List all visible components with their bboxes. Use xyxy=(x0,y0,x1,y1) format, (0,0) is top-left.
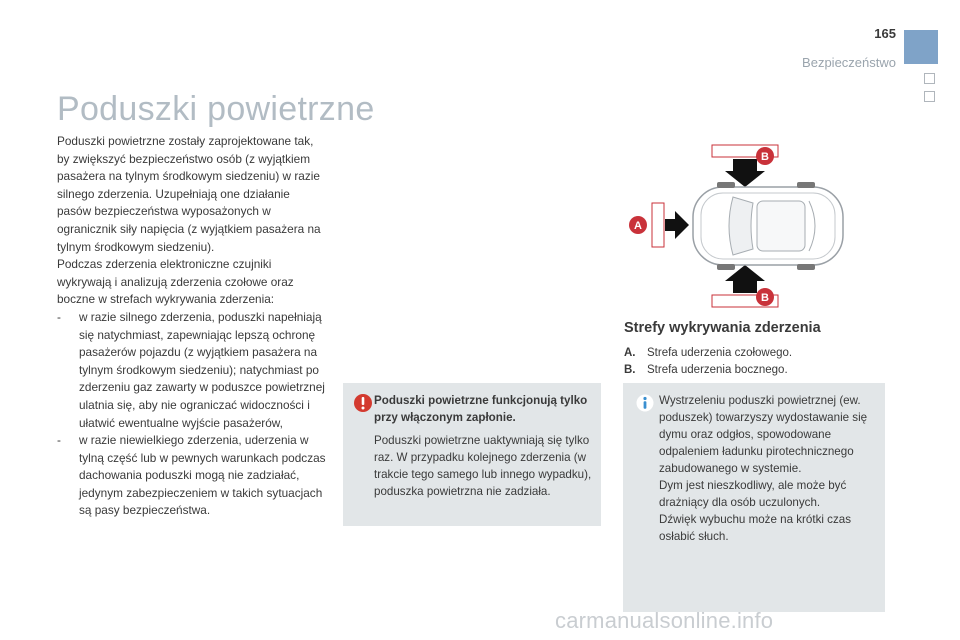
warning-box xyxy=(343,383,601,526)
collision-zones-diagram xyxy=(621,137,885,315)
list-item: - w razie niewielkiego zderzenia, uderzenia w tylną część lub w pewnych warunkach podczas dachowania poduszki mogą nie zadziałać, jedynym zabezpieczeniem w takich sytuacjach są pasy bezpieczeństwa. xyxy=(57,432,327,520)
zones-heading: Strefy wykrywania zderzenia xyxy=(624,320,821,336)
list-item-text: w razie silnego zderzenia, poduszki napełniają się natychmiast, zapewniając lepszą ochronę pasażerów pojazdu (z wyjątkiem pasażera na tylnym środkowym siedzeniu); natychmiast po zderzeniu gaz zawarty w poduszce powietrznej ulatnia się, aby nie ograniczać widoczności i ułatwić ewentualne wyjście pasażerów, xyxy=(79,309,325,430)
page-title: Poduszki powietrzne xyxy=(57,90,375,128)
warning-text: Poduszki powietrzne uaktywniają się tylko raz. W przypadku kolejnego zderzenia (w trakcie tego samego lub innego wypadku), poduszka powietrzna nie zadziała. xyxy=(374,434,592,498)
label-b-bottom: B xyxy=(761,292,769,304)
list-item-text: w razie niewielkiego zderzenia, uderzenia w tylną część lub w pewnych warunkach podczas dachowania poduszki mogą nie zadziałać, jedynym zabezpieczeniem w takich sytuacjach są pasy bezpieczeństwa. xyxy=(79,433,326,518)
zone-description: Strefa uderzenia czołowego. xyxy=(647,347,793,359)
info-icon xyxy=(636,394,654,412)
list-item: B. Strefa uderzenia bocznego. xyxy=(624,362,792,379)
warning-icon xyxy=(353,393,373,413)
section-title: Bezpieczeństwo xyxy=(802,55,896,70)
info-text: Wystrzeleniu poduszki powietrznej (ew. poduszek) towarzyszy wydostawanie się dymu oraz odgłos, spowodowane odpaleniem ładunku pirotechnicznego zabudowanego w systemie. Dym jest nieszkodliwy, ale może być drażniący dla osób uczulonych. Dźwięk wybuchu może na krótki czas osłabić słuch. xyxy=(659,394,868,543)
intro-paragraph: Poduszki powietrzne zostały zaprojektowane tak, by zwiększyć bezpieczeństwo osób (z wyjątkiem pasażera na tylnym środkowym siedzeniu) w razie silnego zderzenia. Uzupełniają one działanie pasów bezpieczeństwa wyposażonych w ogranicznik siły napięcia (z wyjątkiem pasażera na tylnym środkowym siedzeniu). xyxy=(57,134,321,254)
zone-list xyxy=(624,345,792,378)
list-item: - w razie silnego zderzenia, poduszki napełniają się natychmiast, zapewniając lepszą ochronę pasażerów pojazdu (z wyjątkiem pasażera na tylnym środkowym siedzeniu); natychmiast po zderzeniu gaz zawarty w poduszce powietrznej ulatnia się, aby nie ograniczać widoczności i ułatwić ewentualne wyjście pasażerów, xyxy=(57,309,327,432)
warning-title: Poduszki powietrzne funkcjonują tylko przy włączonym zapłonie. xyxy=(374,394,588,424)
chapter-tab-empty xyxy=(924,91,935,102)
label-b-top: B xyxy=(761,151,769,163)
watermark: carmanualsonline.info xyxy=(555,608,774,633)
intro-text xyxy=(57,133,327,520)
page-number: 165 xyxy=(874,26,896,41)
info-box xyxy=(623,383,885,612)
intro-paragraph: Podczas zderzenia elektroniczne czujniki wykrywają i analizują zderzenia czołowe oraz boczne w strefach wykrywania zderzenia: xyxy=(57,257,294,307)
label-a: A xyxy=(634,220,642,232)
list-item: A. Strefa uderzenia czołowego. xyxy=(624,345,792,362)
zone-description: Strefa uderzenia bocznego. xyxy=(647,363,788,376)
chapter-tab-empty xyxy=(924,73,935,84)
chapter-marker xyxy=(904,30,938,64)
car-top-view-illustration xyxy=(621,137,885,315)
